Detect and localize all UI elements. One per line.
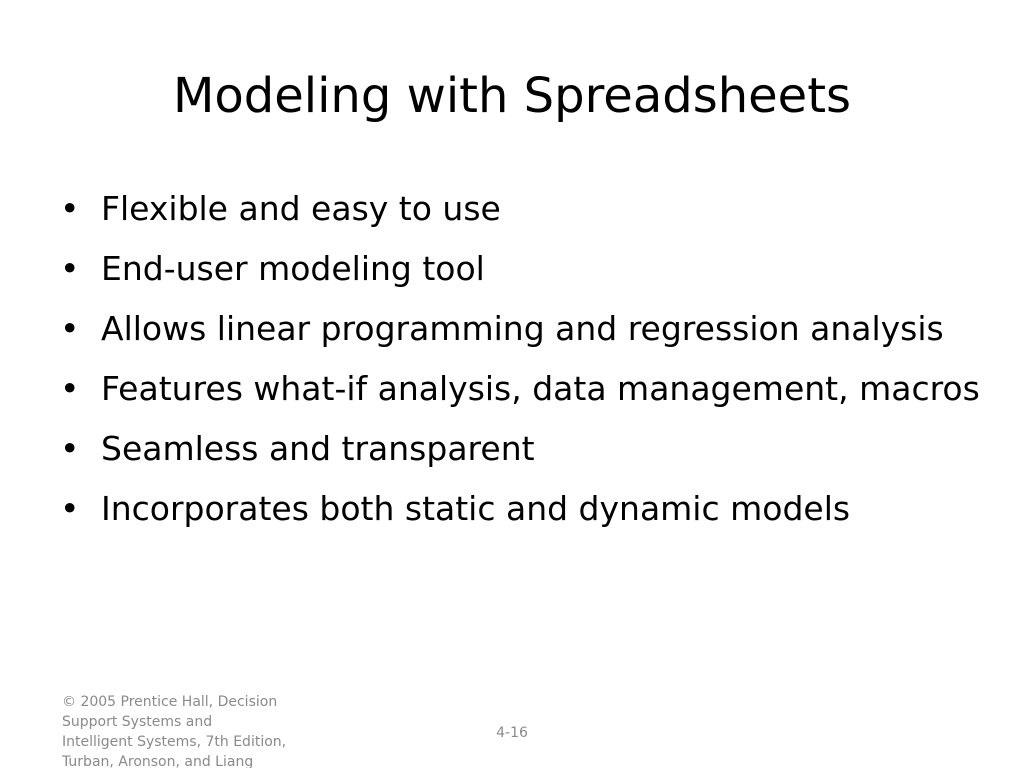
bullet-point-icon: •	[60, 189, 80, 228]
slide-title: Modeling with Spreadsheets	[172, 68, 852, 124]
bullet-item	[60, 184, 980, 233]
bullet-point-icon: •	[60, 309, 80, 348]
bullet-text: Seamless and transparent	[101, 429, 535, 468]
bullet-item	[60, 424, 980, 473]
bullet-list	[60, 184, 980, 544]
footer-copyright-line: Turban, Aronson, and Liang	[62, 754, 254, 768]
slide-number: 4-16	[496, 725, 528, 741]
bullet-text: Incorporates both static and dynamic models	[101, 489, 851, 528]
bullet-item	[60, 304, 980, 353]
bullet-text: End-user modeling tool	[101, 249, 485, 288]
bullet-text: Flexible and easy to use	[101, 189, 501, 228]
footer-copyright-line: Intelligent Systems, 7th Edition,	[62, 734, 287, 750]
bullet-text: Features what-if analysis, data management, macros	[101, 369, 980, 408]
footer-copyright-line: © 2005 Prentice Hall, Decision	[62, 694, 278, 710]
bullet-item	[60, 484, 980, 533]
bullet-point-icon: •	[60, 489, 80, 528]
footer-copyright-line: Support Systems and	[62, 714, 213, 730]
footer-copyright	[62, 692, 302, 768]
bullet-text: Allows linear programming and regression analysis	[101, 309, 944, 348]
bullet-item	[60, 364, 980, 413]
bullet-point-icon: •	[60, 249, 80, 288]
bullet-point-icon: •	[60, 369, 80, 408]
bullet-point-icon: •	[60, 429, 80, 468]
bullet-item	[60, 244, 980, 293]
